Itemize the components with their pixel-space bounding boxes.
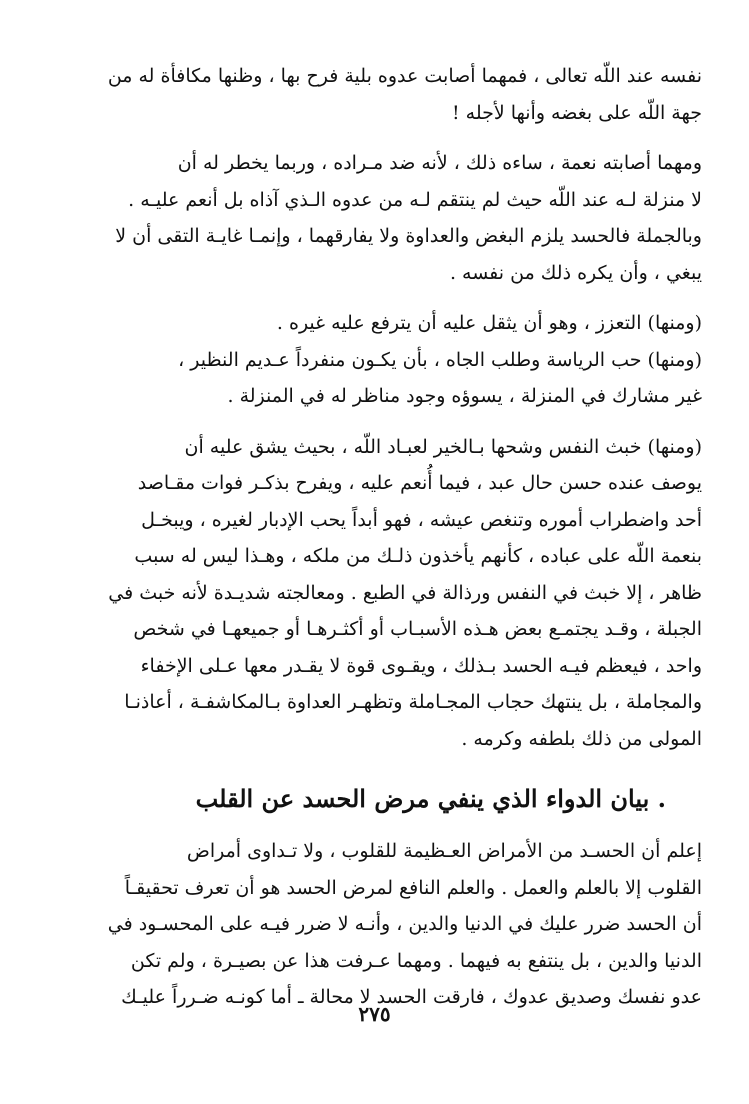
page-number: ٢٧٥ xyxy=(358,1002,391,1026)
text-line: الجبلة ، وقـد يجتمـع بعض هـذه الأسبـاب أو أكثـرهـا أو جميعهـا في شخص xyxy=(133,618,702,640)
text-line: (ومنها) حب الرياسة وطلب الجاه ، بأن يكـون منفرداً عـديم النظير ، xyxy=(178,348,702,371)
text-line: إعلم أن الحسـد من الأمراض العـظيمة للقلوب ، ولا تـداوى أمراض xyxy=(186,840,702,862)
book-page xyxy=(82,58,702,1016)
text-line: بنعمة اللّه على عباده ، كأنهم يأخذون ذلـك من ملكه ، وهـذا ليس له سبب xyxy=(134,545,702,567)
paragraph-4 xyxy=(82,429,702,758)
paragraph-1 xyxy=(82,58,702,131)
text-line: واحد ، فيعظم فيـه الحسد بـذلك ، ويقـوى قوة لا يقـدر معها عـلى الإخفاء xyxy=(140,654,702,677)
paragraph-2 xyxy=(82,145,702,291)
text-line: وبالجملة فالحسد يلزم البغض والعداوة ولا يفارقهما ، وإنمـا غايـة التقى أن لا xyxy=(115,225,702,247)
text-line: المولى من ذلك بلطفه وكرمه . xyxy=(461,727,702,750)
text-line: أن الحسد ضرر عليك في الدنيا والدين ، وأنـه لا ضرر فيـه على المحسـود في xyxy=(107,913,702,935)
text-line: جهة اللّه على بغضه وأنها لأجله ! xyxy=(451,101,702,124)
text-line: (ومنها) التعزز ، وهو أن يثقل عليه أن يترفع عليه غيره . xyxy=(276,312,702,334)
text-line: ظاهر ، إلا خبث في النفس ورذالة في الطبع . ومعالجته شديـدة لأنه خبث في xyxy=(108,581,702,604)
paragraph-3 xyxy=(82,305,702,415)
text-line: يوصف عنده حسن حال عبد ، فيما أُنعم عليه ، ويفرح بذكـر فوات مقـاصد xyxy=(137,472,702,494)
text-line: (ومنها) خبث النفس وشحها بـالخير لعبـاد اللّه ، بحيث يشق عليه أن xyxy=(184,435,702,458)
text-line: والمجاملة ، بل ينتهك حجاب المجـاملة وتظهـر العداوة بـالمكاشفـة ، أعاذنـا xyxy=(124,691,702,713)
text-line: لا منزلة لـه عند اللّه حيث لم ينتقم لـه من عدوه الـذي آذاه بل أنعم عليـه . xyxy=(128,188,702,211)
text-line: يبغي ، وأن يكره ذلك من نفسه . xyxy=(449,261,702,284)
text-line: ومهما أصابته نعمة ، ساءه ذلك ، لأنه ضد مـراده ، وربما يخطر له أن xyxy=(177,152,702,174)
section-heading: . بيان الدواء الذي ينفي مرض الحسد عن القلب xyxy=(195,784,666,813)
text-line: أحد واضطراب أموره وتنغص عيشه ، فهو أبداً يحب الإدبار لغيره ، ويبخـل xyxy=(141,508,702,531)
text-line: نفسه عند اللّه تعالى ، فمهما أصابت عدوه بلية فرح بها ، وظنها مكافأة له من xyxy=(107,65,702,87)
paragraph-5 xyxy=(82,833,702,1016)
text-line: الدنيا والدين ، بل ينتفع به فيهما . ومهما عـرفت هذا عن بصيـرة ، ولم تكن xyxy=(130,949,702,972)
text-line: عدو نفسك وصديق عدوك ، فارقت الحسد لا محالة ـ أما كونـه ضـرراً عليـك xyxy=(121,986,702,1008)
text-line: غير مشارك في المنزلة ، يسوؤه وجود مناظر له في المنزلة . xyxy=(227,385,702,407)
text-line: القلوب إلا بالعلم والعمل . والعلم النافع لمرض الحسد هو أن تعرف تحقيقـاً xyxy=(124,876,702,899)
